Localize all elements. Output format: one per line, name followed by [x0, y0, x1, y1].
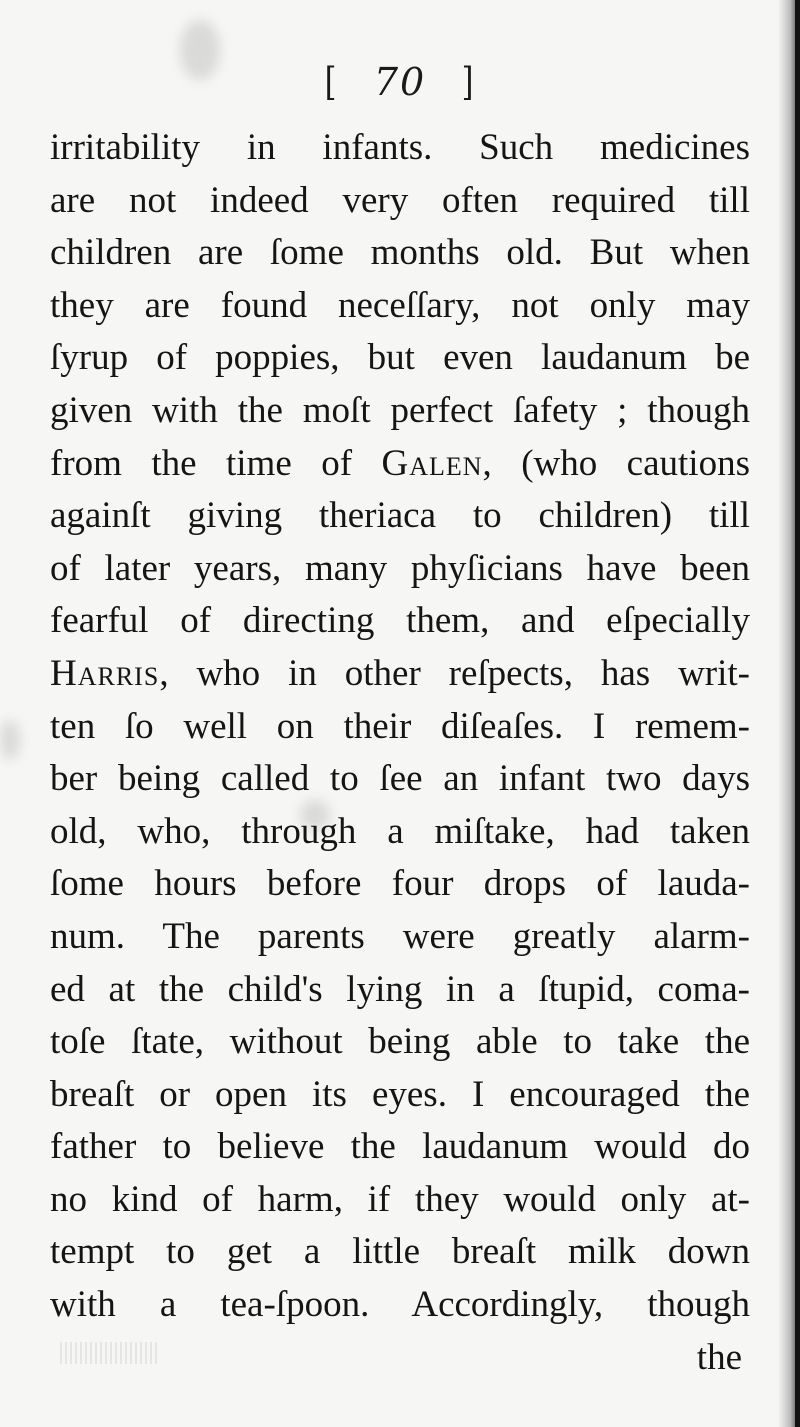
bracket-open: [ — [324, 60, 339, 104]
text-line: num. The parents were greatly alarm- — [50, 915, 750, 957]
text-segment: , (who cautions — [482, 442, 750, 484]
text-line: ſyrup of poppies, but even laudanum be — [50, 337, 750, 379]
text-line: tempt to get a little breaſt milk down — [50, 1231, 750, 1273]
catchword: the — [696, 1336, 742, 1378]
text-line: children are ſome months old. But when — [50, 232, 750, 274]
text-line: irritability in infants. Such medicines — [50, 127, 750, 168]
person-name-harris: Harris — [50, 652, 160, 694]
text-line: fearful of directing them, and eſpecially — [50, 600, 750, 642]
text-line: breaſt or open its eyes. I encouraged the — [50, 1073, 750, 1115]
text-segment: , who in other reſpects, has writ- — [159, 652, 750, 694]
text-line: ten ſo well on their diſeaſes. I remem- — [50, 705, 750, 747]
bracket-close: ] — [461, 60, 476, 104]
paper-stain — [0, 720, 20, 760]
bleed-through-smudge — [60, 1342, 160, 1364]
person-name-galen: Galen — [381, 442, 483, 484]
text-line: given with the moſt perfect ſafety ; though — [50, 389, 750, 431]
text-line: with a tea-ſpoon. Accordingly, though — [50, 1284, 750, 1326]
text-line: they are found neceſſary, not only may — [50, 284, 750, 326]
page-edge — [795, 0, 800, 1427]
text-line — [50, 438, 750, 491]
text-line: father to believe the laudanum would do — [50, 1126, 750, 1168]
text-segment: from the time of — [50, 442, 382, 484]
text-line: of later years, many phyſicians have been — [50, 547, 750, 589]
text-line — [50, 648, 750, 701]
text-line: ed at the child's lying in a ſtupid, coma- — [50, 968, 750, 1010]
page-number-header — [0, 60, 800, 104]
text-line: are not indeed very often required till — [50, 179, 750, 221]
text-line: old, who, through a miſtake, had taken — [50, 810, 750, 852]
text-line: no kind of harm, if they would only at- — [50, 1178, 750, 1220]
text-line: toſe ſtate, without being able to take the — [50, 1021, 750, 1063]
page-number: 70 — [373, 60, 427, 104]
text-line: againſt giving theriaca to children) till — [50, 495, 750, 537]
body-text — [50, 122, 750, 1384]
text-line: ber being called to ſee an infant two days — [50, 758, 750, 800]
text-line: ſome hours before four drops of lauda- — [50, 863, 750, 905]
